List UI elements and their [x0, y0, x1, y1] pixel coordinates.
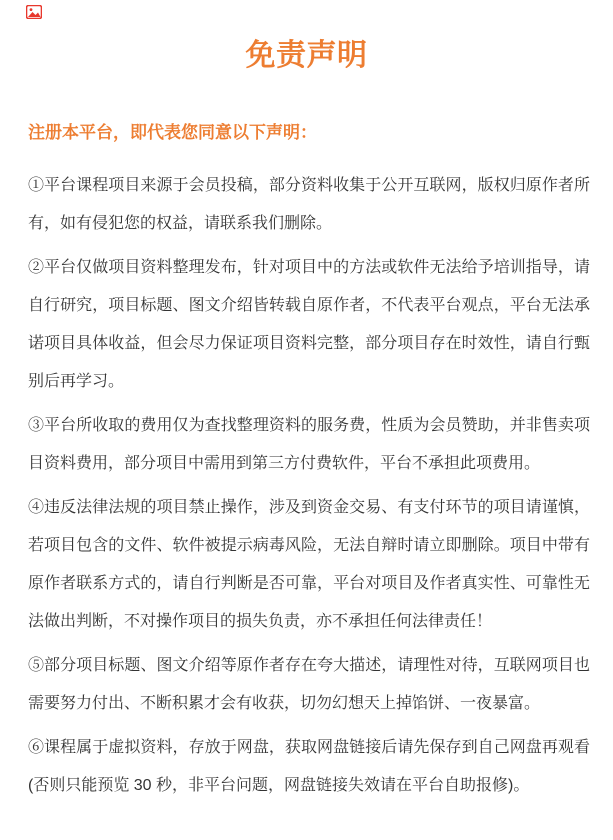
disclaimer-body [28, 167, 590, 805]
disclaimer-item-3: ③平台所收取的费用仅为查找整理资料的服务费，性质为会员赞助，并非售卖项目资料费用，部分项目中需用到第三方付费软件，平台不承担此项费用。 [28, 417, 590, 472]
disclaimer-item-6: ⑥课程属于虚拟资料，存放于网盘，获取网盘链接后请先保存到自己网盘再观看 (否则只能预览 30 秒，非平台问题，网盘链接失效请在平台自助报修)。 [28, 739, 590, 794]
intro-statement: 注册本平台，即代表您同意以下声明： [28, 123, 317, 142]
disclaimer-item-1: ①平台课程项目来源于会员投稿，部分资料收集于公开互联网，版权归原作者所有，如有侵犯您的权益，请联系我们删除。 [28, 177, 590, 232]
broken-image-icon [26, 5, 42, 19]
disclaimer-item-2: ②平台仅做项目资料整理发布，针对项目中的方法或软件无法给予培训指导，请自行研究，项目标题、图文介绍皆转载自原作者，不代表平台观点，平台无法承诺项目具体收益，但会尽力保证项目资料完整，部分项目存在时效性，请自行甄别后再学习。 [28, 259, 590, 390]
disclaimer-item-4: ④违反法律法规的项目禁止操作，涉及到资金交易、有支付环节的项目请谨慎，若项目包含的文件、软件被提示病毒风险，无法自辩时请立即删除。项目中带有原作者联系方式的，请自行判断是否可靠，平台对项目及作者真实性、可靠性无法做出判断，不对操作项目的损失负责，亦不承担任何法律责任！ [28, 499, 590, 630]
disclaimer-item-5: ⑤部分项目标题、图文介绍等原作者存在夸大描述，请理性对待，互联网项目也需要努力付出、不断积累才会有收获，切勿幻想天上掉馅饼、一夜暴富。 [28, 657, 590, 712]
page-title: 免责声明 [245, 39, 368, 72]
